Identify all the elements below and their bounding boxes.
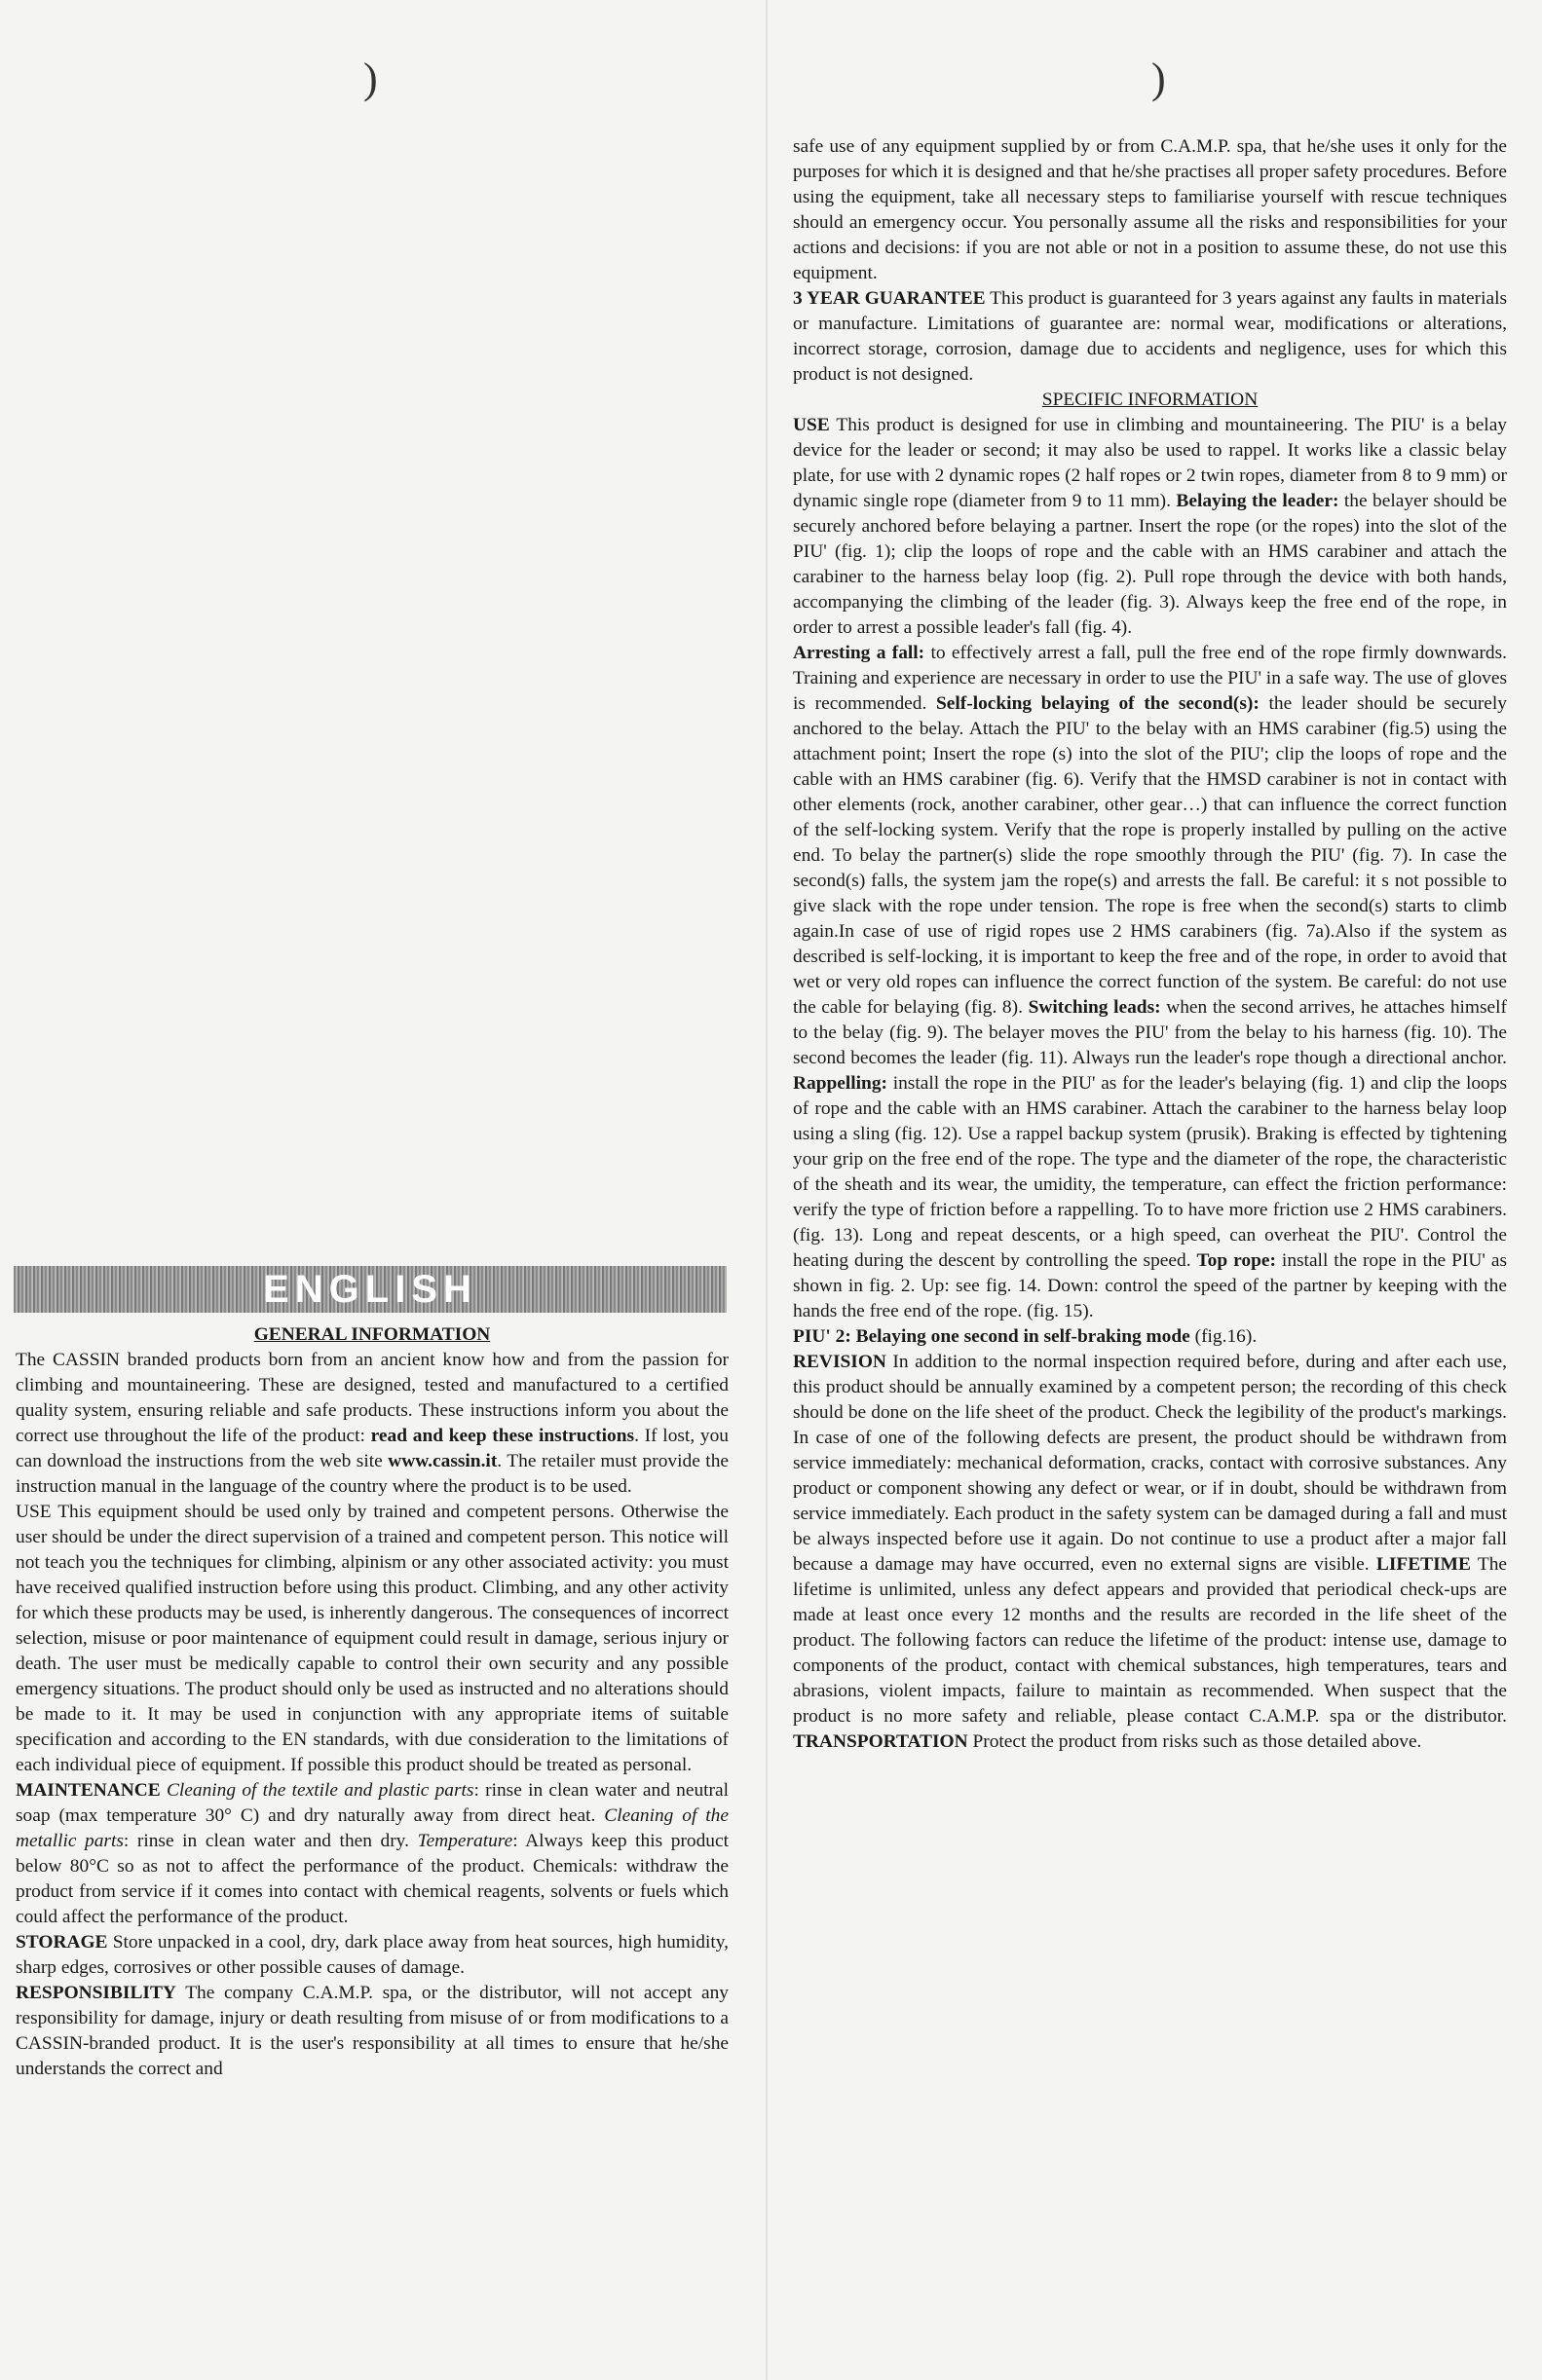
subheading: Cleaning of the metallic parts	[16, 1805, 729, 1851]
use-label: USE	[793, 415, 830, 435]
text: . Verify that the HMSD carabiner is not in contact with other elements (rock, another carabiner, other gear…) that can influence the correct function of the self-locking system. Verify that the rope is properly installed by pulling on the active end. To belay the partner(s) slide the rope smoothly through the PIU'	[793, 769, 1507, 866]
text: .	[1018, 997, 1029, 1018]
figure-ref: (fig. 2)	[1076, 567, 1132, 587]
text: .	[1127, 617, 1133, 638]
figure-ref: (fig.5)	[1382, 719, 1431, 739]
subheading: Cleaning of the textile and plastic parts	[166, 1780, 474, 1801]
text: . The second becomes the leader	[793, 1023, 1507, 1068]
figure-ref: (fig. 1)	[1311, 1073, 1366, 1094]
use-paragraph	[16, 1500, 729, 1778]
text: when the second arrives, he attaches himself to the belay	[793, 997, 1507, 1043]
text: The company C.A.M.P. spa, or the distributor, will not accept any responsibility for damage, injury or death resulting from misuse of or from modifications to a CASSIN-branded product. It is the user's responsibility at all times to ensure that he/she understands the correct and	[16, 1983, 729, 2079]
arresting-paragraph	[793, 641, 1507, 1324]
text: In addition to the normal inspection required before, during and after each use, this product should be annually examined by a competent person; the recording of this check should be done on the life sheet of the product. Check the legibility of the product's markings. In case of one of the following defects are present, the product should be withdrawn from service immediately: mechanical deformation, cracks, contact with corrosive substances. Any product or component showing any defect or wear, or if in doubt, should be withdrawn from service immediately. Each product in the safety system can be damaged during a fall and must be always inspected before use it again. Do not continue to use a product after a major fall because a damage may have occurred, even no external signs are visible.	[793, 1352, 1507, 1575]
text: The CASSIN branded products born from an ancient know how and from the passion for climbing and mountaineering. These are designed, tested and manufactured to a certified quality system, ensuring reliable and safe products. These instructions inform you about the correct use throughout the life of the product:	[16, 1350, 729, 1446]
lifetime-label: LIFETIME	[1375, 1554, 1471, 1575]
subheading: Temperature	[417, 1831, 513, 1851]
text: install the rope in the PIU' as for the leader's belaying	[886, 1073, 1312, 1094]
figure-ref: (fig. 4)	[1074, 617, 1128, 638]
text: : Always keep this product below 80°C so as not to affect the performance of the product. Chemicals: withdraw the product from service if it comes into contact with chemical reagents, solvents or fuels which could affect the performance of the product.	[16, 1831, 729, 1927]
text: : rinse in clean water and then dry.	[123, 1831, 418, 1851]
text: : rinse in clean water and neutral soap (max temperature 30° C) and dry naturally away from direct heat.	[16, 1780, 730, 1826]
guarantee-paragraph	[793, 286, 1507, 388]
figure-ref: (fig.16)	[1189, 1326, 1253, 1347]
right-column	[793, 134, 1507, 1755]
rappelling-label: Rappelling:	[793, 1073, 887, 1094]
figure-ref: (fig. 9)	[889, 1023, 944, 1043]
figure-ref: (fig. 8)	[964, 997, 1019, 1018]
self-locking-label: Self-locking belaying of the second(s):	[936, 693, 1260, 714]
use-paragraph	[793, 413, 1507, 641]
storage-label: STORAGE	[16, 1932, 108, 1952]
figure-ref: (fig. 15)	[1027, 1301, 1089, 1321]
text: install the rope in the PIU' as shown in	[793, 1250, 1508, 1296]
website-link[interactable]: www.cassin.it	[388, 1451, 498, 1471]
left-column	[16, 1322, 729, 2082]
figure-ref: (fig. 12)	[894, 1124, 958, 1144]
text: . Use a rappel backup system (prusik). Braking is effected by tightening your grip on the free end of the rope. The type and the diameter of the rope, the characteristic of the sheath and its wear, the umidity, the temperature, can effect the friction performance: verify the type of friction before a rappelling. To to have more friction use 2 HMS carabiners.	[793, 1124, 1507, 1220]
text: .	[1088, 1301, 1094, 1321]
text: This product is designed for use in climbing and mountaineering. The PIU' is a belay device for the leader or second; it may also be used to rappel. It works like a classic belay plate, for use with 2 dynamic ropes (2 half ropes or 2 twin ropes, diameter from 8 to 9 mm) or dynamic single rope (diameter from 9 to 11 mm).	[793, 415, 1507, 511]
emphasis: read and keep these instructions	[370, 1426, 635, 1446]
figure-ref: (fig. 7)	[1352, 845, 1409, 866]
text: .Also if the system as described is self-locking, it is important to keep the free and of the rope, in order to avoid that wet or very old ropes can influence the correct function of the system. Be careful: do not use the cable for belaying	[793, 921, 1507, 1018]
punch-mark-right: )	[1151, 55, 1166, 102]
text: . In case the second(s) falls, the system jam the rope(s) and arrests the fall. Be careful: it s not possible to give slack with the rope under tension. The rope is free when the second(s) starts to climb again.In case of use of rigid ropes use 2 HMS carabiners	[793, 845, 1507, 942]
page-fold	[766, 0, 768, 2380]
text: Protect the product from risks such as those detailed above.	[967, 1731, 1422, 1752]
belaying-leader-label: Belaying the leader:	[1176, 491, 1339, 511]
responsibility-label: RESPONSIBILITY	[16, 1983, 176, 2003]
text: using the attachment point; Insert the rope (s) into the slot of the PIU'; clip the loops of rope and the cable with an HMS carabiner	[793, 719, 1507, 790]
text: the belayer should be securely anchored before belaying a partner. Insert the rope (or the ropes) into the slot of the PIU'	[793, 491, 1507, 562]
piu2-paragraph	[793, 1324, 1507, 1350]
text: This equipment should be used only by trained and competent persons. Otherwise the user should be under the direct supervision of a trained and competent person. This notice will not teach you the techniques for climbing, alpinism or any other associated activity: you must have received qualified instruction before using this product. Climbing, and any other activity for which these products may be used, is inherently dangerous. The consequences of incorrect selection, misuse or poor maintenance of equipment could result in damage, serious injury or death. The user must be medically capable to control their own security and any possible emergency situations. The product should only be used as instructed and no alterations should be made to it. It may be used in conjunction with any appropriate items of suitable specification and according to the EN standards, with due consideration to the limitations of each individual piece of equipment. If possible this product should be treated as personal.	[16, 1502, 729, 1775]
general-information-heading: GENERAL INFORMATION	[253, 1324, 491, 1345]
text: to effectively arrest a fall, pull the free end of the rope firmly downwards. Training and experience are necessary in order to use the PIU' in a safe way. The use of gloves is recommended.	[793, 643, 1507, 714]
text: .	[1252, 1326, 1258, 1347]
figure-ref: fig. 14	[986, 1276, 1037, 1296]
figure-ref: (fig. 6)	[1025, 769, 1079, 790]
use-label: USE	[16, 1502, 52, 1522]
figure-ref: (fig. 11)	[1001, 1048, 1064, 1068]
figure-ref: (fig. 10)	[1404, 1023, 1468, 1043]
text: . Pull rope through the device with both hands, accompanying the climbing of the leader	[793, 567, 1507, 613]
revision-paragraph	[793, 1350, 1507, 1755]
language-banner	[14, 1266, 727, 1313]
specific-information-heading: SPECIFIC INFORMATION	[1041, 390, 1259, 410]
text: . Up: see	[910, 1276, 987, 1296]
text: . The retailer must provide the instruction manual in the language of the country where the product is to be used.	[16, 1451, 729, 1497]
text: . The belayer moves the PIU' from the belay to his harness	[943, 1023, 1405, 1043]
text: Store unpacked in a cool, dry, dark place away from heat sources, high humidity, sharp edges, corrosives or other possible causes of damage.	[16, 1932, 729, 1978]
arresting-label: Arresting a fall:	[793, 643, 925, 663]
text: . Always run the leader's rope though a directional anchor.	[1063, 1048, 1507, 1068]
responsibility-paragraph	[16, 1981, 729, 2082]
responsibility-continued: safe use of any equipment supplied by or from C.A.M.P. spa, that he/she uses it only for the purposes for which it is designed and that he/she practises all proper safety procedures. Before using the equipment, take all necessary steps to familiarise yourself with rescue techniques should an emergency occur. You personally assume all the risks and responsibilities for your actions and decisions: if you are not able or not in a position to assume these, do not use this equipment.	[793, 136, 1507, 283]
switching-leads-label: Switching leads:	[1028, 997, 1161, 1018]
text: . Always keep the free end of the rope, in order to arrest a possible leader's fall	[793, 592, 1507, 638]
text: . Long and repeat descents, or a high speed, can overheat the PIU'. Control the heating during the descent by controlling the speed.	[793, 1225, 1507, 1271]
figure-ref: (fig. 1)	[835, 541, 891, 562]
figure-ref: fig. 2	[869, 1276, 911, 1296]
text: . Down: control the speed of the partner by keeping with the hands the free end of the rope.	[793, 1276, 1507, 1321]
text: The lifetime is unlimited, unless any defect appears and provided that periodical check-ups are made at least once every 12 months and the results are recorded in the life sheet of the product. The following factors can reduce the lifetime of the product: intense use, damage to components of the product, contact with chemical substances, high temperatures, tears and abrasions, violent impacts, failure to maintain as recommended. When suspect that the product is no more safety and reliable, please contact C.A.M.P. spa or the distributor.	[793, 1554, 1507, 1727]
punch-mark-left: )	[363, 55, 378, 102]
text: ; clip the loops of rope and the cable with an HMS carabiner and attach the carabiner to the harness belay loop	[793, 541, 1507, 587]
figure-ref: (fig. 7a)	[1265, 921, 1331, 942]
revision-label: REVISION	[793, 1352, 886, 1372]
piu2-label: PIU' 2: Belaying one second in self-braking mode	[793, 1326, 1190, 1347]
top-rope-label: Top rope:	[1196, 1250, 1276, 1271]
figure-ref: (fig. 13)	[793, 1225, 859, 1246]
storage-paragraph	[16, 1930, 729, 1981]
figure-ref: (fig. 3)	[1120, 592, 1176, 613]
guarantee-label: 3 YEAR GUARANTEE	[793, 288, 986, 309]
language-banner-label: ENGLISH	[263, 1268, 477, 1311]
maintenance-paragraph	[16, 1778, 729, 1930]
text: and clip the loops of rope and the cable with an HMS carabiner. Attach the carabiner to the harness belay loop using a sling	[793, 1073, 1507, 1144]
general-information-paragraph	[16, 1348, 729, 1500]
transportation-label: TRANSPORTATION	[793, 1731, 968, 1752]
maintenance-label: MAINTENANCE	[16, 1780, 161, 1801]
text: This product is guaranteed for 3 years against any faults in materials or manufacture. Limitations of guarantee are: normal wear, modifications or alterations, incorrect storage, corrosion, damage due to accidents and negligence, uses for which this product is not designed.	[793, 288, 1507, 385]
text: the leader should be securely anchored to the belay. Attach the PIU' to the belay with an HMS carabiner	[793, 693, 1507, 739]
text: . If lost, you can download the instructions from the web site	[16, 1426, 729, 1471]
